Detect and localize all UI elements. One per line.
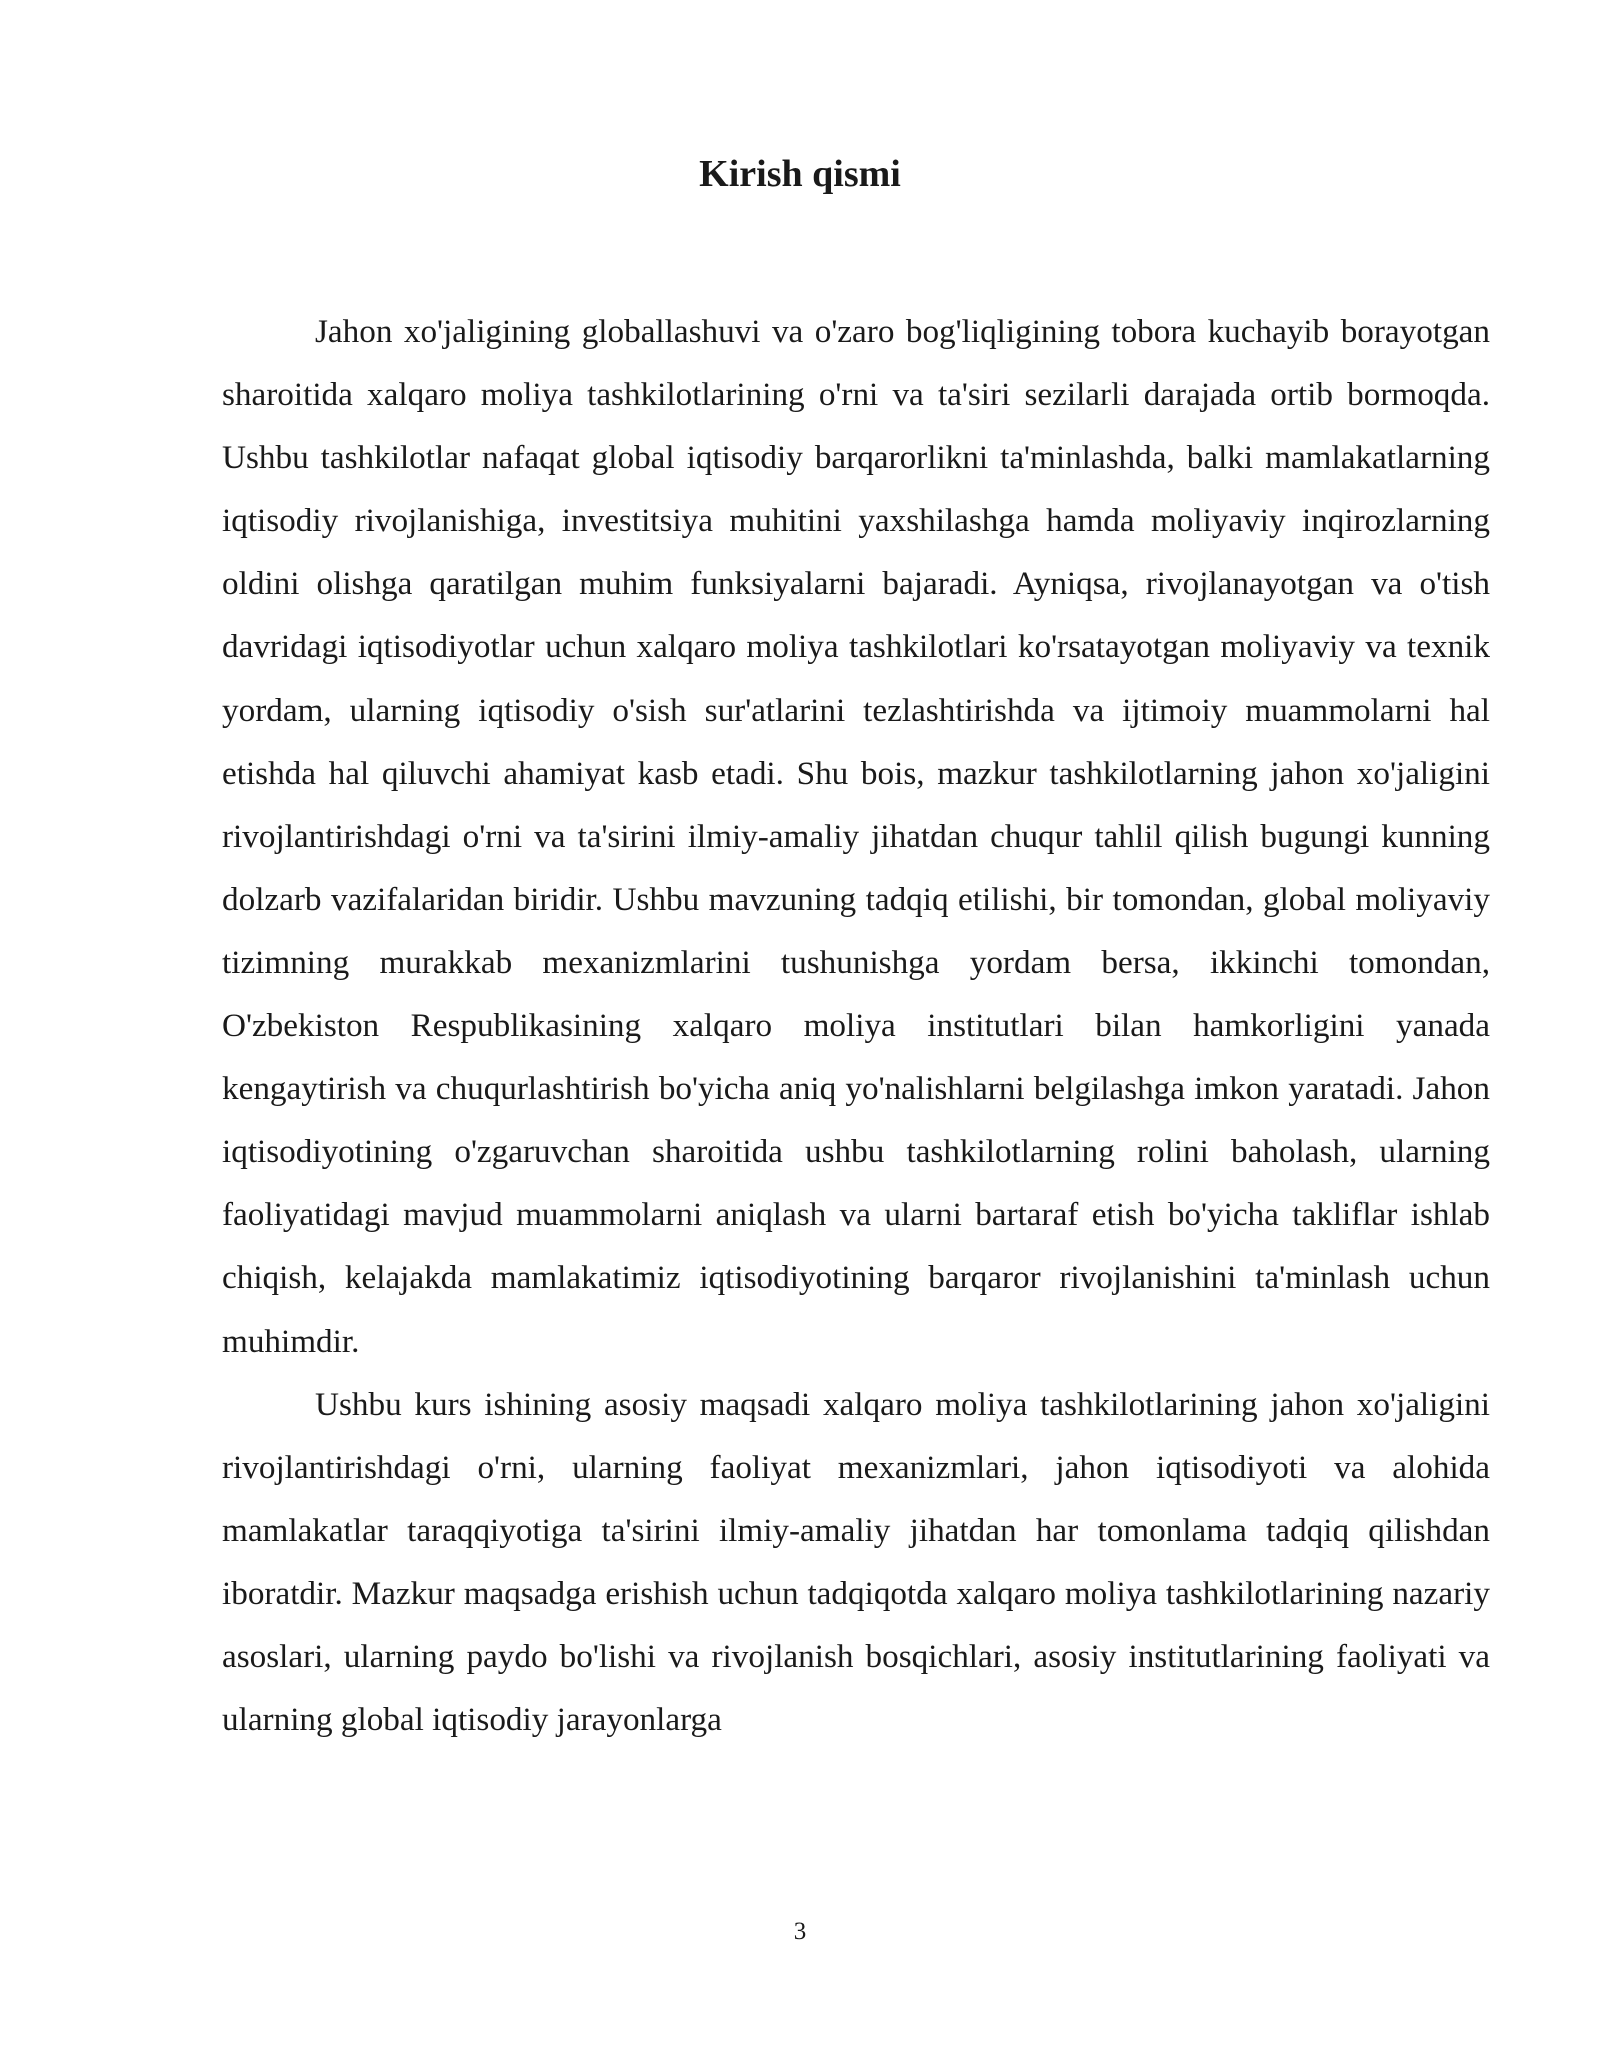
page-title: Kirish qismi — [699, 153, 901, 195]
body-text — [222, 300, 1490, 1751]
page-number: 3 — [793, 1918, 807, 1945]
paragraph-1: Jahon xo'jaligining globallashuvi va o'zaro bog'liqligining tobora kuchayib borayotgan sharoitida xalqaro moliya tashkilotlarining o'rni va ta'siri sezilarli darajada ortib bormoqda. Ushbu tashkilotlar nafaqat global iqtisodiy barqarorlikni ta'minlashda, balki mamlakatlarning iqtisodiy rivojlanishiga, investitsiya muhitini yaxshilashga hamda moliyaviy inqirozlarning oldini olishga qaratilgan muhim funksiyalarni bajaradi. Ayniqsa, rivojlanayotgan va o'tish davridagi iqtisodiyotlar uchun xalqaro moliya tashkilotlari ko'rsatayotgan moliyaviy va texnik yordam, ularning iqtisodiy o'sish sur'atlarini tezlashtirishda va ijtimoiy muammolarni hal etishda hal qiluvchi ahamiyat kasb etadi. Shu bois, mazkur tashkilotlarning jahon xo'jaligini rivojlantirishdagi o'rni va ta'sirini ilmiy-amaliy jihatdan chuqur tahlil qilish bugungi kunning dolzarb vazifalaridan biridir. Ushbu mavzuning tadqiq etilishi, bir tomondan, global moliyaviy tizimning murakkab mexanizmlarini tushunishga yordam bersa, ikkinchi tomondan, O'zbekiston Respublikasining xalqaro moliya institutlari bilan hamkorligini yanada kengaytirish va chuqurlashtirish bo'yicha aniq yo'nalishlarni belgilashga imkon yaratadi. Jahon iqtisodiyotining o'zgaruvchan sharoitida ushbu tashkilotlarning rolini baholash, ularning faoliyatidagi mavjud muammolarni aniqlash va ularni bartaraf etish bo'yicha takliflar ishlab chiqish, kelajakda mamlakatimiz iqtisodiyotining barqaror rivojlanishini ta'minlash uchun muhimdir. — [222, 313, 1490, 1360]
paragraph-2: Ushbu kurs ishining asosiy maqsadi xalqaro moliya tashkilotlarining jahon xo'jaligini rivojlantirishdagi o'rni, ularning faoliyat mexanizmlari, jahon iqtisodiyoti va alohida mamlakatlar taraqqiyotiga ta'sirini ilmiy-amaliy jihatdan har tomonlama tadqiq qilishdan iboratdir. Mazkur maqsadga erishish uchun tadqiqotda xalqaro moliya tashkilotlarining nazariy asoslari, ularning paydo bo'lishi va rivojlanish bosqichlari, asosiy institutlarining faoliyati va ularning global iqtisodiy jarayonlarga — [222, 1385, 1490, 1739]
